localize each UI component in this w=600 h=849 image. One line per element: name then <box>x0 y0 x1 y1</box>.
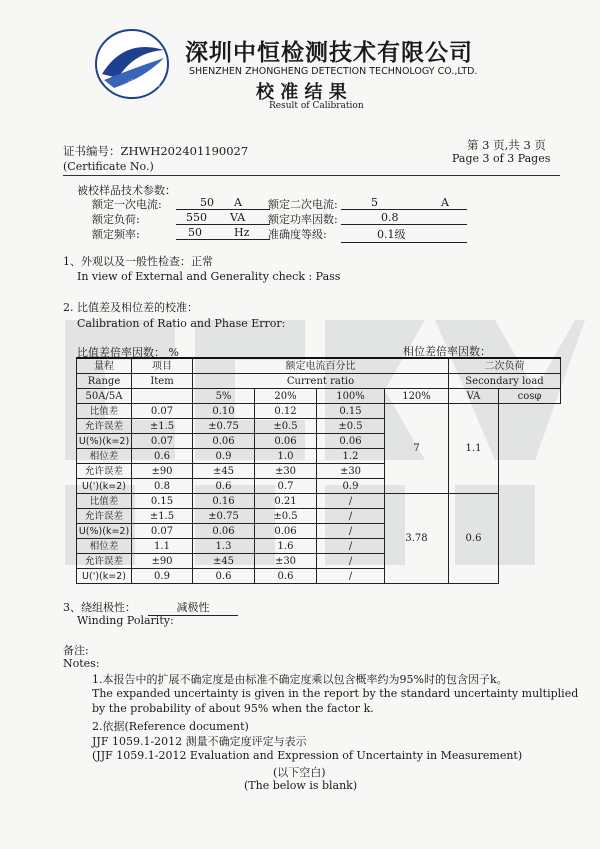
param-value: 550 VA <box>176 211 270 225</box>
value-cell: ±0.75 <box>193 509 255 524</box>
company-logo <box>94 28 170 100</box>
param-value: 50 A <box>176 196 270 210</box>
item-cell: 相位差 <box>77 539 132 554</box>
note-line: (JJF 1059.1-2012 Evaluation and Expression of Uncertainty in Measurement) <box>92 749 523 762</box>
load-cos-cell: 1.1 <box>449 404 499 494</box>
header-current-cn: 额定电流百分比 <box>193 358 449 374</box>
value-cell: 1.6 <box>255 539 317 554</box>
svg-text:中恒检测: 中恒检测 <box>128 79 160 88</box>
value-cell: ±1.5 <box>132 419 193 434</box>
header-load-en: Secondary load <box>449 374 561 389</box>
section2-subtitle: Calibration of Ratio and Phase Error: <box>77 317 286 330</box>
value-cell: ±30 <box>255 464 317 479</box>
load-va-cell: 3.78 <box>385 494 449 584</box>
value-cell: 0.6 <box>132 449 193 464</box>
item-cell: 允许误差 <box>77 464 132 479</box>
page-number-cn: 第 3 页,共 3 页 <box>467 138 546 152</box>
section1-title: 1、外观以及一般性检查：正常 <box>63 255 213 268</box>
section3-en: Winding Polarity: <box>77 614 174 627</box>
value-cell: ±45 <box>193 464 255 479</box>
company-name-cn: 深圳中恒检测技术有限公司 <box>185 40 473 66</box>
param-value: 0.8 <box>341 211 467 225</box>
header-range-en: Range <box>77 374 132 389</box>
calibration-table <box>76 357 561 584</box>
value-cell: 0.7 <box>255 479 317 494</box>
value-cell: ±30 <box>317 464 385 479</box>
value-cell: 0.6 <box>255 569 317 584</box>
value-cell: 0.15 <box>317 404 385 419</box>
item-cell: 比值差 <box>77 494 132 509</box>
value-cell: 0.9 <box>317 479 385 494</box>
value-cell: ±0.5 <box>255 509 317 524</box>
phase-factor: 相位差倍率因数： <box>403 345 491 358</box>
blank-note-en: (The below is blank) <box>244 779 358 792</box>
doc-title-en: Result of Calibration <box>269 101 364 111</box>
header-item-en: Item <box>132 374 193 389</box>
section1-result: In view of External and Generality check : Pass <box>77 270 341 283</box>
page-number-en: Page 3 of 3 Pages <box>452 152 551 165</box>
load-header-cos: cosφ <box>499 389 561 404</box>
blank-cell <box>132 389 193 404</box>
value-cell: 0.9 <box>132 569 193 584</box>
param-value: 0.1级 <box>341 226 467 243</box>
item-cell: 相位差 <box>77 449 132 464</box>
note-line: JJF 1059.1-2012 测量不确定度评定与表示 <box>92 735 307 748</box>
value-cell: 1.1 <box>132 539 193 554</box>
blank-note-cn: (以下空白) <box>273 766 326 779</box>
load-cos-cell: 0.6 <box>449 494 499 584</box>
item-cell: U(')(k=2) <box>77 479 132 494</box>
item-cell: U(%)(k=2) <box>77 524 132 539</box>
cert-no-en: (Certificate No.) <box>63 160 154 173</box>
value-cell: 0.06 <box>193 434 255 449</box>
value-cell: 0.6 <box>193 479 255 494</box>
notes-en: Notes: <box>63 657 100 670</box>
section3-title: 3、绕组极性： <box>63 601 136 614</box>
params-heading: 被校样品技术参数： <box>77 184 176 197</box>
winding-polarity-value: 减极性 <box>148 599 238 616</box>
section2-title: 2. 比值差及相位差的校准： <box>63 301 198 314</box>
note-line: The expanded uncertainty is given in the report by the standard uncertainty multiplied <box>92 687 579 700</box>
value-cell: ±0.75 <box>193 419 255 434</box>
header-item-cn: 项目 <box>132 358 193 374</box>
header-range-cn: 量程 <box>77 358 132 374</box>
value-cell: 0.8 <box>132 479 193 494</box>
item-cell: 允许误差 <box>77 419 132 434</box>
value-cell: 0.9 <box>193 449 255 464</box>
value-cell: ±0.5 <box>317 419 385 434</box>
note-line: 1.本报告中的扩展不确定度是由标准不确定度乘以包含概率约为95%时的包含因子k。 <box>92 673 508 686</box>
param-label: 额定负荷: <box>92 213 140 226</box>
item-cell: U(')(k=2) <box>77 569 132 584</box>
value-cell: 0.07 <box>132 524 193 539</box>
pct-header: 5% <box>193 389 255 404</box>
value-cell: 0.6 <box>193 569 255 584</box>
load-header-va: VA <box>449 389 499 404</box>
value-cell: / <box>317 569 385 584</box>
value-cell: ±45 <box>193 554 255 569</box>
param-label: 准确度等级: <box>268 228 327 241</box>
header-current-en: Current ratio <box>193 374 449 389</box>
value-cell: / <box>317 509 385 524</box>
value-cell: 0.07 <box>132 434 193 449</box>
value-cell: 0.06 <box>255 434 317 449</box>
value-cell: 0.10 <box>193 404 255 419</box>
table-row <box>77 404 561 419</box>
certificate-number <box>63 143 248 159</box>
value-cell: / <box>317 494 385 509</box>
value-cell: / <box>317 524 385 539</box>
item-cell: 比值差 <box>77 404 132 419</box>
load-va-cell: 7 <box>385 404 449 494</box>
doc-title-cn: 校 准 结 果 <box>256 82 347 103</box>
param-value: 50 Hz <box>176 226 270 240</box>
item-cell: U(%)(k=2) <box>77 434 132 449</box>
ratio-factor: 比值差倍率因数： % <box>77 346 179 359</box>
cert-no-label: 证书编号： <box>63 144 121 158</box>
value-cell: / <box>317 554 385 569</box>
value-cell: 0.07 <box>132 404 193 419</box>
company-name-en: SHENZHEN ZHONGHENG DETECTION TECHNOLOGY CO.,LTD. <box>189 66 478 77</box>
param-label: 额定频率: <box>92 228 140 241</box>
value-cell: 0.06 <box>317 434 385 449</box>
param-value: 5 A <box>341 196 467 210</box>
value-cell: 0.06 <box>193 524 255 539</box>
value-cell: 0.06 <box>255 524 317 539</box>
value-cell: 1.3 <box>193 539 255 554</box>
notes-cn: 备注: <box>63 644 89 657</box>
pct-header: 100% <box>317 389 385 404</box>
param-label: 额定一次电流: <box>92 198 162 211</box>
value-cell: 0.21 <box>255 494 317 509</box>
value-cell: ±0.5 <box>255 419 317 434</box>
value-cell: 0.15 <box>132 494 193 509</box>
range-cell: 50A/5A <box>77 389 132 404</box>
value-cell: 0.16 <box>193 494 255 509</box>
param-label: 额定二次电流: <box>268 198 338 211</box>
pct-header: 120% <box>385 389 449 404</box>
note-line: by the probability of about 95% when the factor k. <box>92 702 374 715</box>
value-cell: / <box>317 539 385 554</box>
table-row <box>77 494 561 509</box>
value-cell: ±90 <box>132 554 193 569</box>
header-divider <box>63 175 560 176</box>
value-cell: 0.12 <box>255 404 317 419</box>
pct-header: 20% <box>255 389 317 404</box>
value-cell: ±90 <box>132 464 193 479</box>
value-cell: 1.2 <box>317 449 385 464</box>
item-cell: 允许误差 <box>77 509 132 524</box>
param-label: 额定功率因数: <box>268 213 338 226</box>
item-cell: 允许误差 <box>77 554 132 569</box>
note-line: 2.依据(Reference document) <box>92 720 249 733</box>
measurement-rows <box>77 404 561 584</box>
header-load-cn: 二次负荷 <box>449 358 561 374</box>
value-cell: 1.0 <box>255 449 317 464</box>
cert-no-value: ZHWH202401190027 <box>120 144 249 158</box>
value-cell: ±30 <box>255 554 317 569</box>
value-cell: ±1.5 <box>132 509 193 524</box>
